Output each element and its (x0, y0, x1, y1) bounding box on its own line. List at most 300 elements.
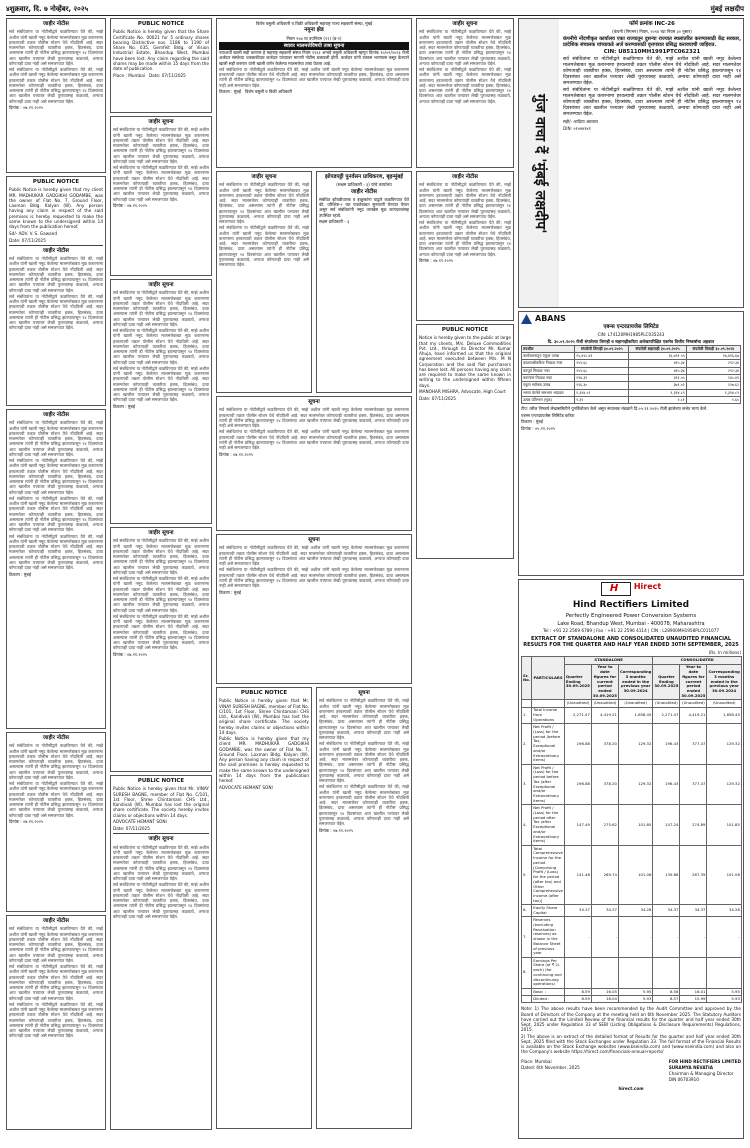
table-cell: 1,658.45 (707, 707, 741, 724)
notice-date: Date: 07/11/2025 (113, 826, 150, 831)
row-label: Net Profit / (Loss) for the period before Tax (after Exceptional and/or Extraordinary items) (532, 764, 565, 804)
table-cell: १,३९४.८९ (686, 389, 740, 396)
masthead: मुंबई लक्षदीप (710, 5, 744, 14)
notice-body: सर्व संबंधितांना या नोटीसीद्वारे कळविण्यात येते की, माझे अशील यांनी खाली नमूद केलेल्या मालमत्तेबाबत मूळ करारनामा हरवल्याची तक्रार पोलीस स्टेशन येथे नोंदविली आहे. सदर मालमत्तेवर कोणत्याही व्यक्तीचा हक्क, हितसंबंध, दावा असल्यास त्यांनी ही नोटीस प्रसिद्ध झाल्यापासून १४ दिवसांच्या आत खालील पत्त्यावर लेखी पुराव्यासह कळवावे, अन्यथा कोणताही दावा नाही असे समजण्यात येईल. (9, 964, 103, 1001)
table-cell: 129.32 (618, 764, 652, 804)
column-1 (6, 18, 106, 1144)
table-cell: 5.93 (618, 996, 652, 1003)
page-number: ४ (6, 5, 10, 14)
notice-officer: विशेष वसुली व विक्री अधिकारी (244, 89, 292, 95)
table-cell: २२७.६२ (686, 382, 740, 389)
notice-body: सर्व संबंधितांना या नोटीसीद्वारे कळविण्यात येते की, माझे अशील यांनी खाली नमूद केलेल्या मालमत्तेबाबत मूळ करारनामा हरवल्याची तक्रार पोलीस स्टेशन येथे नोंदविली आहे. सदर मालमत्तेवर कोणत्याही व्यक्तीचा हक्क, हितसंबंध, दावा असल्यास त्यांनी ही नोटीस प्रसिद्ध झाल्यापासून १४ दिवसांच्या आत खालील पत्त्यावर लेखी पुराव्यासह कळवावे, अन्यथा कोणताही दावा नाही असे समजण्यात येईल. (419, 182, 511, 219)
table-cell: 34.37 (564, 905, 591, 917)
notice-body: Public Notice is hereby given that my client MR. MADHUKAR GADGIKHI GODAMBE, was the owner of Flat No. 7, Ground Floor, Laxman Bldg. Kalyan (W). Any person having any claim in respect of the said premises is hereby requested to make the same known to the undersigned within 14 days from the publication hereof. (219, 736, 309, 783)
table-cell (680, 957, 707, 988)
table-cell: - (707, 917, 741, 957)
suchana-1 (110, 116, 212, 276)
table-cell: 196.43 (653, 764, 680, 804)
table-cell: 196.88 (564, 724, 591, 764)
table-cell: 34.37 (680, 905, 707, 917)
table-cell: 147.24 (653, 805, 680, 845)
notice-body: सर्व संबंधितांना या नोटीसीद्वारे कळविण्यात येते की, माझे अशील यांनी खाली नमूद केलेल्या मालमत्तेबाबत मूळ करारनामा हरवल्याची तक्रार पोलीस स्टेशन येथे नोंदविली आहे. सदर मालमत्तेवर कोणत्याही व्यक्तीचा हक्क, हितसंबंध, दावा असल्यास त्यांनी ही नोटीस प्रसिद्ध झाल्यापासून १४ दिवसांच्या आत खालील पत्त्यावर लेखी पुराव्यासह कळवावे, अन्यथा कोणताही दावा नाही असे समजण्यात येईल. (219, 66, 409, 88)
abans-col-header: संपलेली तिमाही ३०.०९.२०२५ (575, 345, 629, 352)
table-cell: - (591, 917, 618, 957)
notice-date: दिनांक : ०७.११.२०२५ (219, 451, 254, 457)
notice-heading: जाहीर सूचना (148, 836, 174, 843)
notice-body: सर्व संबंधितांना या नोटीसीद्वारे कळविण्यात येते की, माझे अशील यांनी खाली नमूद केलेल्या मालमत्तेबाबत मूळ करारनामा हरवल्याची तक्रार पोलीस स्टेशन येथे नोंदविली आहे. सदर मालमत्तेवर कोणत्याही व्यक्तीचा हक्क, हितसंबंध, दावा असल्यास त्यांनी ही नोटीस प्रसिद्ध झाल्यापासून १४ दिवसांच्या आत खालील पत्त्यावर लेखी पुराव्यासह कळवावे, अन्यथा कोणताही दावा नाही असे समजण्यात येईल. (9, 495, 103, 533)
notice-heading: जाहीर नोटीस (43, 21, 69, 27)
column-5 (518, 18, 744, 1144)
notice-heading: सूचना (308, 399, 320, 405)
hind-period-header: Corresponding 3 months ended in the previous year 30.09.2024 (618, 664, 652, 700)
table-cell: 34.28 (618, 905, 652, 917)
notice-title: स्थावर मालमत्तेविषयी ताबा सूचना (219, 42, 409, 50)
table-cell: १९६.३० (575, 382, 629, 389)
notice-heading: जाहीर सूचना (251, 174, 277, 180)
row-number: 2. (522, 724, 532, 764)
notice-heading: PUBLIC NOTICE (32, 179, 80, 185)
table-cell: १९४.३९ (575, 375, 629, 382)
notice-date: दिनांक : ०७.११.२०२५ (113, 203, 148, 209)
notice-body: Notice is hereby given to the public at large that my clients, M/s. Deluxe Commodities Pvt. Ltd., through its Director Mr. Kumar Ahuja, have informed us that the original agreement executed between M/s. M N Corporation and the said flat purchasers has been lost. All persons having any claim are required to make the same known in writing to the undersigned within fifteen days. (419, 335, 511, 388)
notice-body: सर्व संबंधितांना या नोटीसीद्वारे कळविण्यात येते की, माझे अशील यांनी खाली नमूद केलेल्या मालमत्तेबाबत मूळ करारनामा हरवल्याची तक्रार पोलीस स्टेशन येथे नोंदविली आहे. सदर मालमत्तेवर कोणत्याही व्यक्तीचा हक्क, हितसंबंध, दावा असल्यास त्यांनी ही नोटीस प्रसिद्ध झाल्यापासून १४ दिवसांच्या आत खालील पत्त्यावर लेखी पुराव्यासह कळवावे, अन्यथा कोणताही दावा नाही असे समजण्यात येईल. (9, 256, 103, 293)
page-header (6, 4, 744, 16)
row-label: Diluted : (532, 996, 565, 1003)
public-notice-4 (110, 775, 212, 1130)
table-cell: २९२.३४ (686, 360, 740, 367)
table-cell: 16.01 (680, 988, 707, 995)
abans-col-header: संपलेली सहामाही ३०.०९.२०२५ (629, 345, 686, 352)
table-cell: करानंतर निव्वळ नफा (522, 375, 575, 382)
table-cell: 4,419.21 (591, 707, 618, 724)
hind-table (521, 656, 742, 1003)
table-row (522, 988, 742, 995)
notice-body: सर्व संबंधितांना या नोटीसीद्वारे कळविण्यात येते की, माझे अशील यांनी खाली नमूद केलेल्या मालमत्तेबाबत मूळ करारनामा हरवल्याची तक्रार पोलीस स्टेशन येथे नोंदविली आहे. सदर मालमत्तेवर कोणत्याही व्यक्तीचा हक्क, हितसंबंध, दावा असल्यास त्यांनी ही नोटीस प्रसिद्ध झाल्यापासून १४ दिवसांच्या आत खालील पत्त्यावर लेखी पुराव्यासह कळवावे, अन्यथा कोणताही दावा नाही असे समजण्यात येईल. (319, 784, 409, 826)
table-cell: १.३९ (575, 397, 629, 404)
table-cell: 267.39 (680, 845, 707, 904)
abans-cin: CIN: L74120MH1985PLC035243 (597, 332, 665, 338)
table-row (522, 707, 742, 724)
suchana-3 (110, 527, 212, 772)
hirect-brand: Hirect (633, 582, 662, 591)
table-cell: २९२.३४ (686, 367, 740, 374)
hind-title: EXTRACT OF STANDALONE AND CONSOLIDATED UNAUDITED FINANCIAL RESULTS FOR THE QUARTER AND HALF YEAR ENDED 30TH SEPTEMBER, 2025 (523, 635, 739, 648)
inc26-notice (518, 18, 744, 308)
notice-body: सर्व संबंधितांना या नोटीसीद्वारे कळविण्यात येते की, माझे अशील यांनी खाली नमूद केलेल्या मालमत्तेबाबत मूळ करारनामा हरवल्याची तक्रार पोलीस स्टेशन येथे नोंदविली आहे. सदर मालमत्तेवर कोणत्याही व्यक्तीचा हक्क, हितसंबंध, दावा असल्यास त्यांनी ही नोटीस प्रसिद्ध झाल्यापासून १४ दिवसांच्या आत खालील पत्त्यावर लेखी पुराव्यासह कळवावे, अन्यथा कोणताही दावा नाही असे समजण्यात येईल. (219, 407, 409, 428)
notice-date: Date: 07/11/2025 (148, 72, 186, 78)
table-cell: 129.32 (707, 764, 741, 804)
table-cell: एकूण सर्वंकष उत्पन्न (522, 382, 575, 389)
notice-heading: PUBLIC NOTICE (240, 690, 288, 696)
notice-body: सर्व संबंधितांना या नोटीसीद्वारे कळविण्यात येते की, माझे अशील यांनी खाली नमूद केलेल्या मालमत्तेबाबत मूळ करारनामा हरवल्याची तक्रार पोलीस स्टेशन येथे नोंदविली आहे. सदर मालमत्तेवर कोणत्याही व्यक्तीचा हक्क, हितसंबंध, दावा असल्यास त्यांनी ही नोटीस प्रसिद्ध झाल्यापासून १४ दिवसांच्या आत खालील पत्त्यावर लेखी पुराव्यासह कळवावे, अन्यथा कोणताही दावा नाही असे समजण्यात येईल. (319, 741, 409, 783)
notice-heading: PUBLIC NOTICE (137, 778, 185, 784)
table-cell: 139.86 (653, 845, 680, 904)
notice-body: सर्व संबंधितांना या नोटीसीद्वारे कळविण्यात येते की, माझे अशील यांनी खाली नमूद केलेल्या मालमत्तेबाबत मूळ करारनामा हरवल्याची तक्रार पोलीस स्टेशन येथे नोंदविली आहे. सदर मालमत्तेवर कोणत्याही व्यक्तीचा हक्क, हितसंबंध, दावा असल्यास त्यांनी ही नोटीस प्रसिद्ध झाल्यापासून १४ दिवसांच्या आत खालील पत्त्यावर लेखी पुराव्यासह कळवावे, अन्यथा कोणताही दावा नाही असे समजण्यात येईल. (113, 844, 209, 881)
table-cell: १,३९४.८९ (575, 389, 629, 396)
column-2 (110, 18, 212, 1144)
hind-rectifiers-results (518, 579, 744, 1139)
notice-heading: जाहीर नोटीस (43, 918, 69, 924)
notice-body: सर्व संबंधितांना या नोटीसीद्वारे कळविण्यात येते की, माझे अशील यांनी खाली नमूद केलेल्या मालमत्तेबाबत मूळ करारनामा हरवल्याची तक्रार पोलीस स्टेशन येथे नोंदविली आहे. सदर मालमत्तेवर कोणत्याही व्यक्तीचा हक्क, हितसंबंध, दावा असल्यास त्यांनी ही नोटीस प्रसिद्ध झाल्यापासून १४ दिवसांच्या आत खालील पत्त्यावर लेखी पुराव्यासह कळवावे, अन्यथा कोणताही दावा नाही असे समजण्यात येईल. (9, 1001, 103, 1039)
notice-date: दिनांक : ०७.११.२०२५ (419, 258, 454, 264)
table-cell: 5.95 (618, 988, 652, 995)
notice-body: सर्व संबंधितांना या नोटीसीद्वारे कळविण्यात येते की, माझे अशील यांनी खाली नमूद केलेल्या मालमत्तेबाबत मूळ करारनामा हरवल्याची तक्रार पोलीस स्टेशन येथे नोंदविली आहे. सदर मालमत्तेवर कोणत्याही व्यक्तीचा हक्क, हितसंबंध, दावा असल्यास त्यांनी ही नोटीस प्रसिद्ध झाल्यापासून १४ दिवसांच्या आत खालील पत्त्यावर लेखी पुराव्यासह कळवावे, अन्यथा कोणताही दावा नाही असे समजण्यात येईल. (219, 567, 409, 588)
table-cell: २६,७९१.५९ (629, 353, 686, 360)
notice-body: Public Notice is hereby given that Mr. VINAY SURESH BAGNE, member of Flat No. C/101, 1st Floor, Shree Chintamani CHS Ltd., Kandivali (W), Mumbai has lost the original share certificate. The society hereby invites claims or objections within 14 days. (113, 786, 209, 818)
table-row (522, 845, 742, 904)
table-cell: 274.89 (680, 805, 707, 845)
abans-table (521, 345, 741, 405)
notice-place: ठिकाण : मुंबई (219, 89, 241, 95)
abans-sign: एबन्स एन्टरप्रायजेस लिमिटेड करिता (521, 413, 575, 419)
notice-body: कंपनीचे नोंदणीकृत कार्यालय एका राज्यातून दुसऱ्या राज्यात स्थलांतरित करण्यासाठी केंद्र सरकार, प्रादेशिक संचालक यांच्याकडे अर्ज करण्यासाठी वृत्तपत्रात प्रसिद्ध करावयाची जाहिरात. (563, 35, 741, 48)
notice-body: सर्व संबंधितांना या नोटीसीद्वारे कळविण्यात येते की, माझे अशील यांनी खाली नमूद केलेल्या मालमत्तेबाबत मूळ करारनामा हरवल्याची तक्रार पोलीस स्टेशन येथे नोंदविली आहे. सदर मालमत्तेवर कोणत्याही व्यक्तीचा हक्क, हितसंबंध, दावा असल्यास त्यांनी ही नोटीस प्रसिद्ध झाल्यापासून १४ दिवसांच्या आत खालील पत्त्यावर लेखी पुराव्यासह कळवावे, अन्यथा कोणताही दावा नाही असे समजण्यात येईल. (113, 538, 209, 575)
notice-body: सर्व संबंधितांना या नोटीसीद्वारे कळविण्यात येते की, माझे अशील यांनी खाली नमूद केलेल्या मालमत्तेबाबत मूळ करारनामा हरवल्याची तक्रार पोलीस स्टेशन येथे नोंदविली आहे. सदर मालमत्तेवर कोणत्याही व्यक्तीचा हक्क, हितसंबंध, दावा असल्यास त्यांनी ही नोटीस प्रसिद्ध झाल्यापासून १४ दिवसांच्या आत खालील पत्त्यावर लेखी पुराव्यासह कळवावे, अन्यथा कोणताही दावा नाही असे समजण्यात येईल. (9, 743, 103, 780)
table-cell: - (653, 917, 680, 957)
form-number: फॉर्म क्रमांक INC-26 (629, 21, 675, 27)
table-cell: ३७१.०२ (629, 382, 686, 389)
row-label: Total Income from Operations (532, 707, 565, 724)
notice-place: Place : Mumbai (113, 72, 145, 78)
suchana-5 (216, 396, 412, 531)
row-number: 1. (522, 707, 532, 724)
table-cell: 275.62 (591, 805, 618, 845)
suchana-7 (316, 687, 412, 1129)
notice-date: दिनांक : ०७.११.२०२५ (113, 652, 148, 657)
notice-heading: जाहीर सूचना (452, 21, 478, 27)
hind-status-cell: (Unaudited) (707, 700, 741, 707)
notice-body: सर्व संबंधितांना या नोटीसीद्वारे कळविण्यात येते की, माझे अशील यांनी खाली नमूद केलेल्या मालमत्तेबाबत मूळ करारनामा हरवल्याची तक्रार पोलीस स्टेशन येथे नोंदविली आहे. सदर मालमत्तेवर कोणत्याही व्यक्तीचा हक्क, हितसंबंध, दावा असल्यास त्यांनी ही नोटीस प्रसिद्ध झाल्यापासून १४ दिवसांच्या आत खालील पत्त्यावर लेखी पुराव्यासह कळवावे, अन्यथा कोणताही दावा नाही असे समजण्यात येईल. (113, 576, 209, 613)
notice-caption: विशेष वसुली अधिकारी व विक्री अधिकारी महाराष्ट्र राज्य सहकारी संस्था, मुंबई (255, 21, 373, 26)
sra-notice (316, 171, 412, 393)
notice-body: सर्व संबंधितांना या नोटीसीद्वारे कळविण्यात येते की, माझे अशील यांनी खाली नमूद केलेल्या मालमत्तेबाबत मूळ करारनामा हरवल्याची तक्रार पोलीस स्टेशन येथे नोंदविली आहे. सदर मालमत्तेवर कोणत्याही व्यक्तीचा हक्क, हितसंबंध, दावा असल्यास त्यांनी ही नोटीस प्रसिद्ध झाल्यापासून १४ दिवसांच्या आत खालील पत्त्यावर लेखी पुराव्यासह कळवावे, अन्यथा कोणताही दावा नाही असे समजण्यात येईल. (9, 420, 103, 457)
hind-status-cell: (Unaudited) (653, 700, 680, 707)
abans-logo (521, 314, 741, 324)
table-cell (564, 957, 591, 988)
hind-signatory: SURAMYA NEVATIA (668, 1064, 713, 1070)
table-cell: 16.04 (591, 996, 618, 1003)
row-number: 6. (522, 905, 532, 917)
table-cell (591, 957, 618, 988)
notice-body: सर्व संबंधितांना या नोटीसीद्वारे कळविण्यात येते की, माझे अशील यांनी खाली नमूद केलेल्या मालमत्तेबाबत मूळ करारनामा हरवल्याची तक्रार पोलीस स्टेशन येथे नोंदविली आहे. सदर मालमत्तेवर कोणत्याही व्यक्तीचा हक्क, हितसंबंध, दावा असल्यास त्यांनी ही नोटीस प्रसिद्ध झाल्यापासून १४ दिवसांच्या आत खालील पत्त्यावर लेखी पुराव्यासह कळवावे, अन्यथा कोणताही दावा नाही असे समजण्यात येईल. (219, 429, 409, 450)
row-number: 3. (522, 764, 532, 804)
notice-body: सर्व संबंधितांना या नोटीसीद्वारे कळविण्यात येते की, माझे अशील यांनी खाली नमूद केलेल्या मालमत्तेबाबत मूळ करारनामा हरवल्याची तक्रार पोलीस स्टेशन येथे नोंदविली आहे. सदर मालमत्तेवर कोणत्याही व्यक्तीचा हक्क, हितसंबंध, दावा असल्यास त्यांनी ही नोटीस प्रसिद्ध झाल्यापासून १४ दिवसांच्या आत खालील पत्त्यावर लेखी पुराव्यासह कळवावे, अन्यथा कोणताही दावा नाही असे समजण्यात येईल. (419, 67, 511, 104)
hind-designation: Chairman & Managing Director (668, 1071, 734, 1077)
table-row (522, 360, 741, 367)
suchana-8 (416, 18, 514, 168)
notice-heading: जाहीर नोटीस (43, 247, 69, 254)
hind-group-consolidated: CONSOLIDATED (653, 657, 742, 664)
table-row (522, 764, 742, 804)
table-row (522, 375, 741, 382)
notice-date: दिनांक : ०७.११.२०२५ (9, 819, 44, 825)
abans-title: दि. ३०.०९.२०२५ रोजी संपलेल्या तिमाही व सहामाहीकरिता अलेखापरिक्षित एकमेव वित्तीय निष्कर्षाचा अहवाल (547, 338, 715, 344)
hind-status-cell: (Unaudited) (680, 700, 707, 707)
row-label: Net Profit / (Loss) for the period after Tax (after Exceptional and/or Extraordinary items) (532, 805, 565, 845)
table-row (522, 917, 742, 957)
table-cell: ४९५.३४ (629, 367, 686, 374)
hind-website[interactable]: hirect.com (618, 1085, 644, 1091)
notice-place: ठिकाण : मुंबई (113, 404, 135, 409)
notice-sign: सक्षम प्राधिकारी - ३ (319, 219, 350, 225)
table-row (522, 700, 742, 707)
notice-jahir-3 (6, 409, 106, 729)
hind-status-cell: (Unaudited) (591, 700, 618, 707)
suchana-6 (216, 534, 412, 684)
table-cell: 377.47 (680, 764, 707, 804)
notice-body: सर्व संबंधितांना या नोटीसीद्वारे कळविण्यात येते की, माझे अशील यांनी खाली नमूद केलेल्या मालमत्तेबाबत मूळ करारनामा हरवल्याची तक्रार पोलीस स्टेशन येथे नोंदविली आहे. सदर मालमत्तेवर कोणत्याही व्यक्तीचा हक्क, हितसंबंध, दावा असल्यास त्यांनी ही नोटीस प्रसिद्ध झाल्यापासून १४ दिवसांच्या आत खालील पत्त्यावर लेखी पुराव्यासह कळवावे, अन्यथा कोणताही दावा नाही असे समजण्यात येईल. (219, 225, 309, 267)
table-cell: 5.95 (707, 988, 741, 995)
notice-sign: सही/- आदित्य अग्रवाल (563, 119, 598, 125)
hind-status-cell: (Unaudited) (564, 700, 591, 707)
table-row (522, 996, 742, 1003)
table-cell: २५९.६८ (575, 367, 629, 374)
table-cell: भरणा केलेले समभाग भांडवल (522, 389, 575, 396)
table-cell: 378.20 (591, 724, 618, 764)
table-cell: 101.85 (618, 805, 652, 845)
notice-jahir-6 (416, 171, 514, 321)
notice-heading: PUBLIC NOTICE (441, 327, 489, 333)
notice-body: संबंधित झोपडीधारक व इच्छुकांना याद्वारे कळविण्यात येते की, परिशिष्ट-२ च्या पात्रतेबाबत सुनावणी घेण्यात येणार असून सर्व संबंधितांनी नमूद तारखेस मूळ कागदपत्रांसह उपस्थित रहावे. (319, 196, 409, 218)
row-label: Equity Share Capital (532, 905, 565, 917)
notice-sign: MANOHAR MISHRA, Advocate, High Court (419, 389, 506, 395)
hind-for-company: FOR HIND RECTIFIERS LIMITED (668, 1058, 741, 1064)
hind-contact: Tel : +91 22 2569 6789 | Fax : +91 22 2596 4114 | CIN : L28900MH1958PLC011077 (542, 628, 720, 634)
notice-heading: जाहीर नोटीस (43, 735, 69, 741)
table-cell (653, 957, 680, 988)
row-number: 7. (522, 917, 532, 957)
notice-jahir-5 (6, 915, 106, 1130)
table-cell: - (680, 917, 707, 957)
cin: CIN: U85110MH1991PTC062321 (603, 49, 701, 55)
abans-col-header: तपशील (522, 345, 575, 352)
notice-body: सर्व संबंधितांना या नोटीसीद्वारे कळविण्यात येते की, माझे अशील यांनी खाली नमूद केलेल्या मालमत्तेबाबत मूळ करारनामा हरवल्याची तक्रार पोलीस स्टेशन येथे नोंदविली आहे. सदर मालमत्तेवर कोणत्याही व्यक्तीचा हक्क, हितसंबंध, दावा असल्यास त्यांनी ही नोटीस प्रसिद्ध झाल्यापासून १४ दिवसांच्या आत खालील पत्त्यावर लेखी पुराव्यासह कळवावे, अन्यथा कोणताही दावा नाही असे समजण्यात येईल. (113, 328, 209, 365)
hind-din: DIN 06703910 (668, 1077, 699, 1083)
notice-date: Date: 07/11/2025 (419, 396, 456, 401)
notice-sign: ADVOCATE HEMANT SONI (113, 819, 167, 825)
table-cell: 4,419.21 (680, 707, 707, 724)
table-row (522, 353, 741, 360)
table-cell: १५,४२८.४१ (575, 353, 629, 360)
notice-org: झोपडपट्टी पुनर्वसन प्राधिकरण, बृहन्मुंबई (325, 174, 403, 180)
notice-body: सर्व संबंधितांना या नोटीसीद्वारे कळविण्यात येते की, माझे अशील यांनी खाली नमूद केलेल्या मालमत्तेबाबत मूळ करारनामा हरवल्याची तक्रार पोलीस स्टेशन येथे नोंदविली आहे. सदर मालमत्तेवर कोणत्याही व्यक्तीचा हक्क, हितसंबंध, दावा असल्यास त्यांनी ही नोटीस प्रसिद्ध झाल्यापासून १४ दिवसांच्या आत खालील पत्त्यावर लेखी पुराव्यासह कळवावे, अन्यथा कोणताही दावा नाही असे समजण्यात येईल. (9, 458, 103, 495)
notice-body: सर्व संबंधितांना या नोटीसीद्वारे कळविण्यात येते की, माझे अशील यांनी खाली नमूद केलेल्या मालमत्तेबाबत मूळ करारनामा हरवल्याची तक्रार पोलीस स्टेशन येथे नोंदविली आहे. सदर मालमत्तेवर कोणत्याही व्यक्तीचा हक्क, हितसंबंध, दावा असल्यास त्यांनी ही नोटीस प्रसिद्ध झाल्यापासून १४ दिवसांच्या आत खालील पत्त्यावर लेखी पुराव्यासह कळवावे, अन्यथा कोणताही दावा नाही असे समजण्यात येईल. (419, 220, 511, 257)
table-cell: कालावधीकरिता निव्वळ नफा (522, 360, 575, 367)
notice-body: ज्याअर्थी खाली सही करणार हे महाराष्ट्र सहकारी संस्था नियम १९६१ अन्वये वसुली अधिकारी म्हणून दिनांक १०/०९/२०२३ रोजी अर्जदार संस्थेच्या थकबाकीदार कर्जदार यांच्यावर मागणी नोटीस बजावली होती. कर्जदार यांनी रक्कम भरण्यास कसूर केल्याने खाली सही करणार यांनी खाली वर्णन केलेल्या मालमत्तेचा ताबा घेतला आहे. (219, 50, 409, 66)
table-cell: 8.59 (564, 996, 591, 1003)
hind-group-standalone: STANDALONE (564, 657, 653, 664)
table-cell: १७,४१६.६७ (686, 353, 740, 360)
table-cell: करपूर्व निव्वळ नफा (522, 367, 575, 374)
hind-note1: Note: 1) The above results have been recommended by the Audit Committee and approved by the Board of Directors of the Company at the meeting held on 6th November 2025. The Statutory Auditors have carried out the Limited Review of the financial results for the quarter and half year ended 30th Sept, 2025 under Regulation 33 of SEBI (Listing Obligations & Disclosure Requirements) Regulations, 2015. (521, 1006, 741, 1033)
notice-heading: PUBLIC NOTICE (137, 21, 185, 27)
table-cell: 147.49 (564, 805, 591, 845)
notice-body: सर्व संबंधितांना या नोटीसीद्वारे कळविण्यात येते की, माझे अशील यांनी खाली नमूद केलेल्या मालमत्तेबाबत मूळ करारनामा हरवल्याची तक्रार पोलीस स्टेशन येथे नोंदविली आहे. सदर मालमत्तेवर कोणत्याही व्यक्तीचा हक्क, हितसंबंध, दावा असल्यास त्यांनी ही नोटीस प्रसिद्ध झाल्यापासून १४ दिवसांच्या आत खालील पत्त्यावर लेखी पुराव्यासह कळवावे, अन्यथा कोणताही दावा नाही असे समजण्यात येईल. (113, 165, 209, 202)
notice-date: Date: 07/11/2025 (9, 237, 46, 243)
table-row (522, 397, 741, 404)
table-cell: 2,271.47 (653, 707, 680, 724)
table-cell: १.६५ (686, 397, 740, 404)
row-number (522, 988, 532, 995)
hind-period-header: Quarter Ending 30.09.2025 (653, 664, 680, 700)
notice-body: सर्व संबंधितांना या नोटीसीद्वारे कळविण्यात येते की, माझे अशील यांनी खाली नमूद केलेल्या मालमत्तेबाबत मूळ करारनामा हरवल्याची तक्रार पोलीस स्टेशन येथे नोंदविली आहे. सदर मालमत्तेवर कोणत्याही व्यक्तीचा हक्क, हितसंबंध, दावा असल्यास त्यांनी ही नोटीस प्रसिद्ध झाल्यापासून १४ दिवसांच्या आत खालील पत्त्यावर लेखी पुराव्यासह कळवावे, अन्यथा कोणताही दावा नाही असे समजण्यात येईल. (563, 87, 741, 117)
table-cell: 377.47 (680, 724, 707, 764)
gunj-vacha-band: गुंज वाचा दें 'मुंबई लक्षदीप' (519, 19, 559, 308)
notice-heading: सूचना (308, 537, 320, 543)
public-notice-2 (6, 176, 106, 406)
abans-col-header: संपलेली तिमाही ३०.०९.२०२४ (686, 345, 740, 352)
notice-heading: जाहीर सूचना (148, 119, 174, 125)
notice-body: सर्व संबंधितांना या नोटीसीद्वारे कळविण्यात येते की, माझे अशील यांनी खाली नमूद केलेल्या मालमत्तेबाबत मूळ करारनामा हरवल्याची तक्रार पोलीस स्टेशन येथे नोंदविली आहे. सदर मालमत्तेवर कोणत्याही व्यक्तीचा हक्क, हितसंबंध, दावा असल्यास त्यांनी ही नोटीस प्रसिद्ध झाल्यापासून १४ दिवसांच्या आत खालील पत्त्यावर लेखी पुराव्यासह कळवावे, अन्यथा कोणताही दावा नाही असे समजण्यात येईल. (9, 781, 103, 818)
notice-rule: नियम १०७ चा उपनियम (११) (ड-१) (286, 35, 342, 41)
notice-form: नमुना झेड (304, 27, 324, 34)
public-notice-5 (216, 687, 312, 1129)
suchana-4 (216, 171, 312, 393)
abans-company: एबन्स एन्टरप्रायजेस लिमिटेड (603, 324, 659, 330)
sthavar-possession-notice (216, 18, 412, 168)
notice-body: सर्व संबंधितांना या नोटीसीद्वारे कळविण्यात येते की, माझे अशील यांनी खाली नमूद केलेल्या मालमत्तेबाबत मूळ करारनामा हरवल्याची तक्रार पोलीस स्टेशन येथे नोंदविली आहे. सदर मालमत्तेवर कोणत्याही व्यक्तीचा हक्क, हितसंबंध, दावा असल्यास त्यांनी ही नोटीस प्रसिद्ध झाल्यापासून १४ दिवसांच्या आत खालील पत्त्यावर लेखी पुराव्यासह कळवावे, अन्यथा कोणताही दावा नाही असे समजण्यात येईल. (219, 545, 409, 566)
table-cell: 15.99 (680, 996, 707, 1003)
hind-company: Hind Rectifiers Limited (572, 600, 690, 610)
table-row (522, 389, 741, 396)
table-row (522, 724, 742, 764)
table-cell: ४९५.३४ (629, 360, 686, 367)
hind-period-header: Year to date figures for current period ended 30.09.2025 (680, 664, 707, 700)
table-cell: 269.74 (591, 845, 618, 904)
table-cell: 5.93 (707, 996, 741, 1003)
notice-body: सर्व संबंधितांना या नोटीसीद्वारे कळविण्यात येते की, माझे अशील यांनी खाली नमूद केलेल्या मालमत्तेबाबत मूळ करारनामा हरवल्याची तक्रार पोलीस स्टेशन येथे नोंदविली आहे. सदर मालमत्तेवर कोणत्याही व्यक्तीचा हक्क, हितसंबंध, दावा असल्यास त्यांनी ही नोटीस प्रसिद्ध झाल्यापासून १४ दिवसांच्या आत खालील पत्त्यावर लेखी पुराव्यासह कळवावे, अन्यथा कोणताही दावा नाही असे समजण्यात येईल. (9, 533, 103, 570)
table-cell: 16.05 (591, 988, 618, 995)
notice-body: सर्व संबंधितांना या नोटीसीद्वारे कळविण्यात येते की, माझे अशील यांनी खाली नमूद केलेल्या मालमत्तेबाबत मूळ करारनामा हरवल्याची तक्रार पोलीस स्टेशन येथे नोंदविली आहे. सदर मालमत्तेवर कोणत्याही व्यक्तीचा हक्क, हितसंबंध, दावा असल्यास त्यांनी ही नोटीस प्रसिद्ध झाल्यापासून १४ दिवसांच्या आत खालील पत्त्यावर लेखी पुराव्यासह कळवावे, अन्यथा कोणताही दावा नाही असे समजण्यात येईल. (319, 698, 409, 740)
hirect-logo-icon (601, 582, 631, 596)
table-cell: 34.37 (653, 905, 680, 917)
hind-address: Lake Road, Bhandup West, Mumbai - 400078, Maharashtra (557, 621, 705, 627)
hind-tagline: Perfectly Engineered Power Conversion Systems (565, 613, 697, 620)
notice-body: सर्व संबंधितांना या नोटीसीद्वारे कळविण्यात येते की, माझे अशील यांनी खाली नमूद केलेल्या मालमत्तेबाबत मूळ करारनामा हरवल्याची तक्रार पोलीस स्टेशन येथे नोंदविली आहे. सदर मालमत्तेवर कोणत्याही व्यक्तीचा हक्क, हितसंबंध, दावा असल्यास त्यांनी ही नोटीस प्रसिद्ध झाल्यापासून १४ दिवसांच्या आत खालील पत्त्यावर लेखी पुराव्यासह कळवावे, अन्यथा कोणताही दावा नाही असे समजण्यात येईल. (9, 67, 103, 104)
table-cell: - (564, 917, 591, 957)
table-cell: 2,271.47 (564, 707, 591, 724)
public-notice-3 (416, 324, 514, 559)
table-row (522, 905, 742, 917)
table-cell: 34.37 (591, 905, 618, 917)
table-row (522, 367, 741, 374)
notice-din: DIN: ०१०४४९४१ (563, 125, 591, 131)
notice-sub: (सक्षम प्राधिकारी - ३) यांचे कार्यालय (336, 182, 392, 188)
abans-results (518, 311, 744, 576)
notice-heading: सूचना (358, 690, 370, 696)
table-cell: 1,658.45 (618, 707, 652, 724)
row-label: Reserves (excluding Revaluation reserves) as shown in the Balance Sheet of previous year (532, 917, 565, 957)
suchana-2 (110, 279, 212, 524)
row-label: Basic : (532, 988, 565, 995)
hind-note2: 2) The above is an extract of the detailed format of Results for the quarter and half year ended 30th Sept, 2025 filed with the Stock Exchanges under Regulation 33. The full format of the Financial Results is available on the Stock Exchange websites (www.bseindia.com) and (www.nseindia.com) and also on the Company's website https://hirect.com/financials-annual-reports/ (521, 1033, 741, 1055)
row-label: Earnings Per Share (of ₹ 2/- each) (for continuing and discontinuing operations) (532, 957, 565, 988)
notice-body: Public Notice is hereby given that the Share Certificate No. 00021 for 5 ordinary shares bearing Distinctive nos. 1186 to 1190 of Share No. 035, Gemfeit Bldg. of Vision Industrial Estate, Bhandup West, Mumbai have been lost. Any claim regarding the said shares may be made within 15 days from the date of publication. (113, 29, 209, 71)
row-number: 5. (522, 845, 532, 904)
notice-body: सर्व संबंधितांना या नोटीसीद्वारे कळविण्यात येते की, माझे अशील यांनी खाली नमूद केलेल्या मालमत्तेबाबत मूळ करारनामा हरवल्याची तक्रार पोलीस स्टेशन येथे नोंदविली आहे. सदर मालमत्तेवर कोणत्याही व्यक्तीचा हक्क, हितसंबंध, दावा असल्यास त्यांनी ही नोटीस प्रसिद्ध झाल्यापासून १४ दिवसांच्या आत खालील पत्त्यावर लेखी पुराव्यासह कळवावे, अन्यथा कोणताही दावा नाही असे समजण्यात येईल. (113, 882, 209, 919)
table-row (522, 805, 742, 845)
table-cell: 129.32 (707, 724, 741, 764)
table-cell: 196.88 (564, 764, 591, 804)
table-cell: उत्पन्न प्रतिभाग (मूळ) (522, 397, 575, 404)
column-4 (416, 18, 514, 1144)
notice-body: सर्व संबंधितांना या नोटीसीद्वारे कळविण्यात येते की, माझे अशील यांनी खाली नमूद केलेल्या मालमत्तेबाबत मूळ करारनामा हरवल्याची तक्रार पोलीस स्टेशन येथे नोंदविली आहे. सदर मालमत्तेवर कोणत्याही व्यक्तीचा हक्क, हितसंबंध, दावा असल्यास त्यांनी ही नोटीस प्रसिद्ध झाल्यापासून १४ दिवसांच्या आत खालील पत्त्यावर लेखी पुराव्यासह कळवावे, अन्यथा कोणताही दावा नाही असे समजण्यात येईल. (9, 293, 103, 331)
hind-period-header: Year to date figures for current period ended 30.09.2025 (591, 664, 618, 700)
notice-heading: जाहीर नोटीस (43, 412, 69, 418)
table-row (522, 382, 741, 389)
notice-heading: जाहीर नोटीस (351, 188, 377, 195)
notice-body: Public Notice is hereby given that my client MR. MADHUKAR GADGIKHI GODAMBE, was the owner of Flat No. 7, Ground Floor, Laxman Bldg. Kalyan (W). Any person having any claim in respect of the said premises is hereby requested to make the same known to the undersigned within 14 days from the publication hereof. (9, 187, 103, 229)
public-notice-1 (110, 18, 212, 113)
table-cell: २५९.६८ (575, 360, 629, 367)
notice-heading: जाहीर नोटीस (452, 174, 478, 180)
hind-place: Place: Mumbai (521, 1058, 552, 1064)
notice-body: सर्व संबंधितांना या नोटीसीद्वारे कळविण्यात येते की, माझे अशील यांनी खाली नमूद केलेल्या मालमत्तेबाबत मूळ करारनामा हरवल्याची तक्रार पोलीस स्टेशन येथे नोंदविली आहे. सदर मालमत्तेवर कोणत्याही व्यक्तीचा हक्क, हितसंबंध, दावा असल्यास त्यांनी ही नोटीस प्रसिद्ध झाल्यापासून १४ दिवसांच्या आत खालील पत्त्यावर लेखी पुराव्यासह कळवावे, अन्यथा कोणताही दावा नाही असे समजण्यात येईल. (113, 290, 209, 327)
table-cell: 34.28 (707, 905, 741, 917)
notice-place: ठिकाण : मुंबई (9, 571, 31, 577)
table-cell: 196.43 (653, 724, 680, 764)
table-cell: कार्यचलनातून एकूण उत्पन्न (522, 353, 575, 360)
abans-logo-icon (521, 314, 532, 324)
notice-body: सर्व संबंधितांना या नोटीसीद्वारे कळविण्यात येते की, माझे अशील यांनी खाली नमूद केलेल्या मालमत्तेबाबत मूळ करारनामा हरवल्याची तक्रार पोलीस स्टेशन येथे नोंदविली आहे. सदर मालमत्तेवर कोणत्याही व्यक्तीचा हक्क, हितसंबंध, दावा असल्यास त्यांनी ही नोटीस प्रसिद्ध झाल्यापासून १४ दिवसांच्या आत खालील पत्त्यावर लेखी पुराव्यासह कळवावे, अन्यथा कोणताही दावा नाही असे समजण्यात येईल. (9, 926, 103, 963)
notice-body: सर्व संबंधितांना या नोटीसीद्वारे कळविण्यात येते की, माझे अशील यांनी खाली नमूद केलेल्या मालमत्तेबाबत मूळ करारनामा हरवल्याची तक्रार पोलीस स्टेशन येथे नोंदविली आहे. सदर मालमत्तेवर कोणत्याही व्यक्तीचा हक्क, हितसंबंध, दावा असल्यास त्यांनी ही नोटीस प्रसिद्ध झाल्यापासून १४ दिवसांच्या आत खालील पत्त्यावर लेखी पुराव्यासह कळवावे, अन्यथा कोणताही दावा नाही असे समजण्यात येईल. (113, 365, 209, 403)
abans-brand: ABANS (535, 314, 566, 323)
table-cell: 8.57 (653, 996, 680, 1003)
form-rule: (कंपनी (निगमन) नियम, २०१४ च्या नियम ३० नुसार) (612, 29, 692, 35)
notice-body: सर्व संबंधितांना या नोटीसीद्वारे कळविण्यात येते की, माझे अशील यांनी खाली नमूद केलेल्या मालमत्तेबाबत मूळ करारनामा हरवल्याची तक्रार पोलीस स्टेशन येथे नोंदविली आहे. सदर मालमत्तेवर कोणत्याही व्यक्तीचा हक्क, हितसंबंध, दावा असल्यास त्यांनी ही नोटीस प्रसिद्ध झाल्यापासून १४ दिवसांच्या आत खालील पत्त्यावर लेखी पुराव्यासह कळवावे, अन्यथा कोणताही दावा नाही असे समजण्यात येईल. (563, 56, 741, 86)
table-cell: 129.32 (618, 724, 652, 764)
table-cell: 141.46 (564, 845, 591, 904)
table-row (522, 957, 742, 988)
abans-note: टीप: वरील निष्कर्ष लेखासमितीने पुनर्विलोकन केले असून संचालक मंडळाने दि.०५.११.२०२५ रोजी झालेल्या सभेत मान्य केले. (521, 406, 708, 412)
row-label: Net Profit / (Loss) for the period (before Tax, Exceptional and/or Extraordinary items) (532, 724, 565, 764)
notice-jahir-4 (6, 732, 106, 912)
table-cell: २३०.४९ (686, 375, 740, 382)
table-cell: २.८१ (629, 397, 686, 404)
row-number: 8. (522, 957, 532, 988)
notice-date: दिनांक : ०७.११.२०२५ (9, 105, 44, 111)
table-cell: 101.06 (707, 845, 741, 904)
abans-place: ठिकाण : मुंबई (521, 419, 543, 425)
abans-date: दिनांक : ०५.११.२०२५ (521, 425, 556, 431)
notice-date: दिनांक : ०७.११.२०२५ (319, 827, 354, 833)
table-cell: १,३९४.८९ (629, 389, 686, 396)
hind-period-header: Quarter Ending 30.09.2025 (564, 664, 591, 700)
hind-unit: (Rs. In millions) (708, 650, 741, 655)
hind-period-header: Corresponding 3 months ended in the previous year 30.09.2024 (707, 664, 741, 700)
notice-body: सर्व संबंधितांना या नोटीसीद्वारे कळविण्यात येते की, माझे अशील यांनी खाली नमूद केलेल्या मालमत्तेबाबत मूळ करारनामा हरवल्याची तक्रार पोलीस स्टेशन येथे नोंदविली आहे. सदर मालमत्तेवर कोणत्याही व्यक्तीचा हक्क, हितसंबंध, दावा असल्यास त्यांनी ही नोटीस प्रसिद्ध झाल्यापासून १४ दिवसांच्या आत खालील पत्त्यावर लेखी पुराव्यासह कळवावे, अन्यथा कोणताही दावा नाही असे समजण्यात येईल. (419, 29, 511, 66)
table-cell: - (618, 917, 652, 957)
table-cell (707, 957, 741, 988)
column-3 (216, 18, 412, 1144)
table-cell (618, 957, 652, 988)
table-cell: 101.06 (618, 845, 652, 904)
table-cell: 8.59 (564, 988, 591, 995)
notice-sign: ADVOCATE HEMANT SONI (219, 784, 273, 790)
notice-body: Public Notice is hereby given that Mr. VINAY SURESH BAGNE, member of Flat No. C/101, 1st Floor, Shree Chintamani CHS Ltd., Kandivali (W), Mumbai has lost the original share certificate. The society hereby invites claims or objections within 14 days. (219, 698, 309, 735)
table-cell: 8.58 (653, 988, 680, 995)
table-cell: 101.85 (707, 805, 741, 845)
notice-jahir-1 (6, 18, 106, 173)
hind-col-particulars: PARTICULARS (532, 657, 565, 700)
row-number (522, 996, 532, 1003)
issue-date: शुक्रवार, दि. ७ नोव्हेंबर, २०२५ (9, 5, 89, 14)
hind-status-cell: (Unaudited) (618, 700, 652, 707)
row-label: Total Comprehensive Income for the period [Comprising Profit / (Loss) for the period (after tax) and Other Comprehensive Income (after tax)] (532, 845, 565, 904)
hind-date: Dated: 6th November, 2025 (521, 1064, 580, 1070)
table-cell: 378.20 (591, 764, 618, 804)
notice-body: सर्व संबंधितांना या नोटीसीद्वारे कळविण्यात येते की, माझे अशील यांनी खाली नमूद केलेल्या मालमत्तेबाबत मूळ करारनामा हरवल्याची तक्रार पोलीस स्टेशन येथे नोंदविली आहे. सदर मालमत्तेवर कोणत्याही व्यक्तीचा हक्क, हितसंबंध, दावा असल्यास त्यांनी ही नोटीस प्रसिद्ध झाल्यापासून १४ दिवसांच्या आत खालील पत्त्यावर लेखी पुराव्यासह कळवावे, अन्यथा कोणताही दावा नाही असे समजण्यात येईल. (113, 127, 209, 164)
